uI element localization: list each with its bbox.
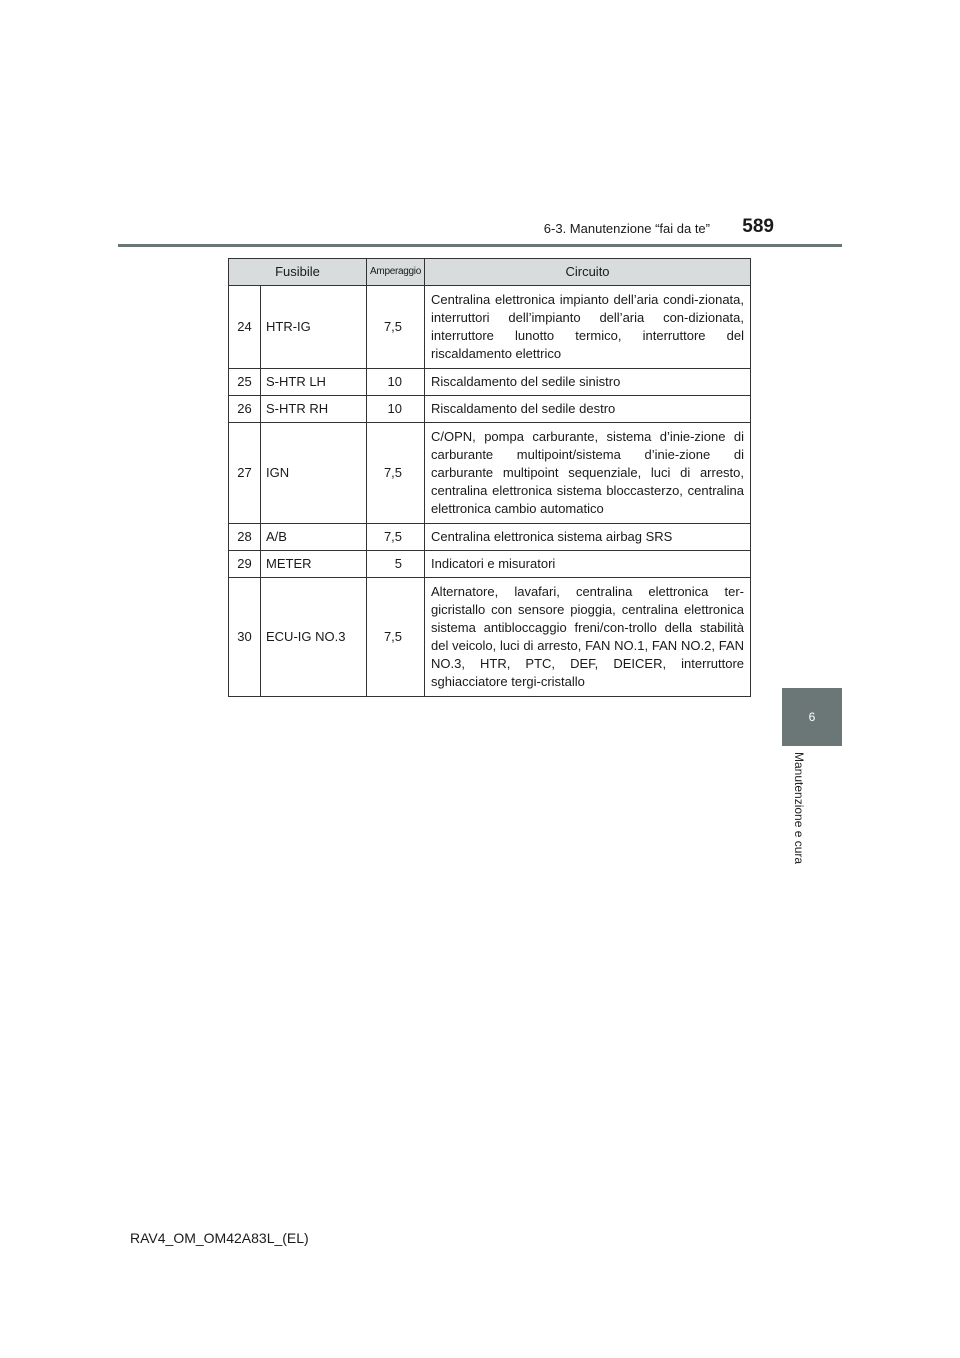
header-fusibile: Fusibile bbox=[229, 259, 367, 286]
fuse-circuit: Centralina elettronica impianto dell’aria condi-zionata, interruttori dell’impianto dell’aria con-dizionata, interruttore lunotto termico, interruttore del riscaldamento elettrico bbox=[425, 286, 751, 369]
fuse-circuit: Riscaldamento del sedile destro bbox=[425, 396, 751, 423]
fuse-circuit: Alternatore, lavafari, centralina elettronica ter-gicristallo con sensore pioggia, centralina elettronica sistema antibloccaggio freni/con-trollo della stabilità del veicolo, luci di arresto, FAN NO.1, FAN NO.2, FAN NO.3, HTR, PTC, DEF, DEICER, interruttore sghiacciatore tergi-cristallo bbox=[425, 578, 751, 697]
document-code: RAV4_OM_OM42A83L_(EL) bbox=[130, 1230, 309, 1246]
table-row bbox=[229, 578, 751, 697]
table-row bbox=[229, 551, 751, 578]
fuse-number: 24 bbox=[229, 286, 261, 369]
fuse-name: ECU-IG NO.3 bbox=[261, 578, 367, 697]
fuse-number: 29 bbox=[229, 551, 261, 578]
header-circuito: Circuito bbox=[425, 259, 751, 286]
fuse-number: 28 bbox=[229, 524, 261, 551]
fuse-amperage: 10 bbox=[367, 369, 425, 396]
fuse-number: 27 bbox=[229, 423, 261, 524]
fuse-number: 30 bbox=[229, 578, 261, 697]
fuse-amperage: 7,5 bbox=[367, 524, 425, 551]
fuse-name: METER bbox=[261, 551, 367, 578]
table-row bbox=[229, 286, 751, 369]
fuse-circuit: C/OPN, pompa carburante, sistema d’inie-zione di carburante multipoint/sistema d’inie-zione di carburante multipoint sequenziale, luci di arresto, centralina elettronica sistema bloccasterzo, centralina elettronica cambio automatico bbox=[425, 423, 751, 524]
table-header-row bbox=[229, 259, 751, 286]
table-row bbox=[229, 369, 751, 396]
fuse-name: S-HTR LH bbox=[261, 369, 367, 396]
fuse-number: 26 bbox=[229, 396, 261, 423]
table-row bbox=[229, 423, 751, 524]
header-divider bbox=[118, 244, 842, 247]
table-row bbox=[229, 524, 751, 551]
fuse-amperage: 7,5 bbox=[367, 578, 425, 697]
fuse-amperage: 7,5 bbox=[367, 286, 425, 369]
chapter-number: 6 bbox=[808, 710, 816, 724]
fuse-amperage: 7,5 bbox=[367, 423, 425, 524]
fuse-name: HTR-IG bbox=[261, 286, 367, 369]
section-title: 6-3. Manutenzione “fai da te” bbox=[543, 221, 710, 236]
fuse-table bbox=[228, 258, 751, 697]
fuse-circuit: Centralina elettronica sistema airbag SRS bbox=[425, 524, 751, 551]
page-number: 589 bbox=[742, 216, 774, 237]
fuse-name: S-HTR RH bbox=[261, 396, 367, 423]
table-row bbox=[229, 396, 751, 423]
fuse-name: IGN bbox=[261, 423, 367, 524]
fuse-name: A/B bbox=[261, 524, 367, 551]
fuse-amperage: 5 bbox=[367, 551, 425, 578]
chapter-label: Manutenzione e cura bbox=[792, 752, 806, 865]
fuse-number: 25 bbox=[229, 369, 261, 396]
fuse-circuit: Indicatori e misuratori bbox=[425, 551, 751, 578]
header-amperaggio: Amperaggio bbox=[367, 259, 425, 286]
fuse-amperage: 10 bbox=[367, 396, 425, 423]
fuse-circuit: Riscaldamento del sedile sinistro bbox=[425, 369, 751, 396]
chapter-tab[interactable] bbox=[782, 688, 842, 746]
